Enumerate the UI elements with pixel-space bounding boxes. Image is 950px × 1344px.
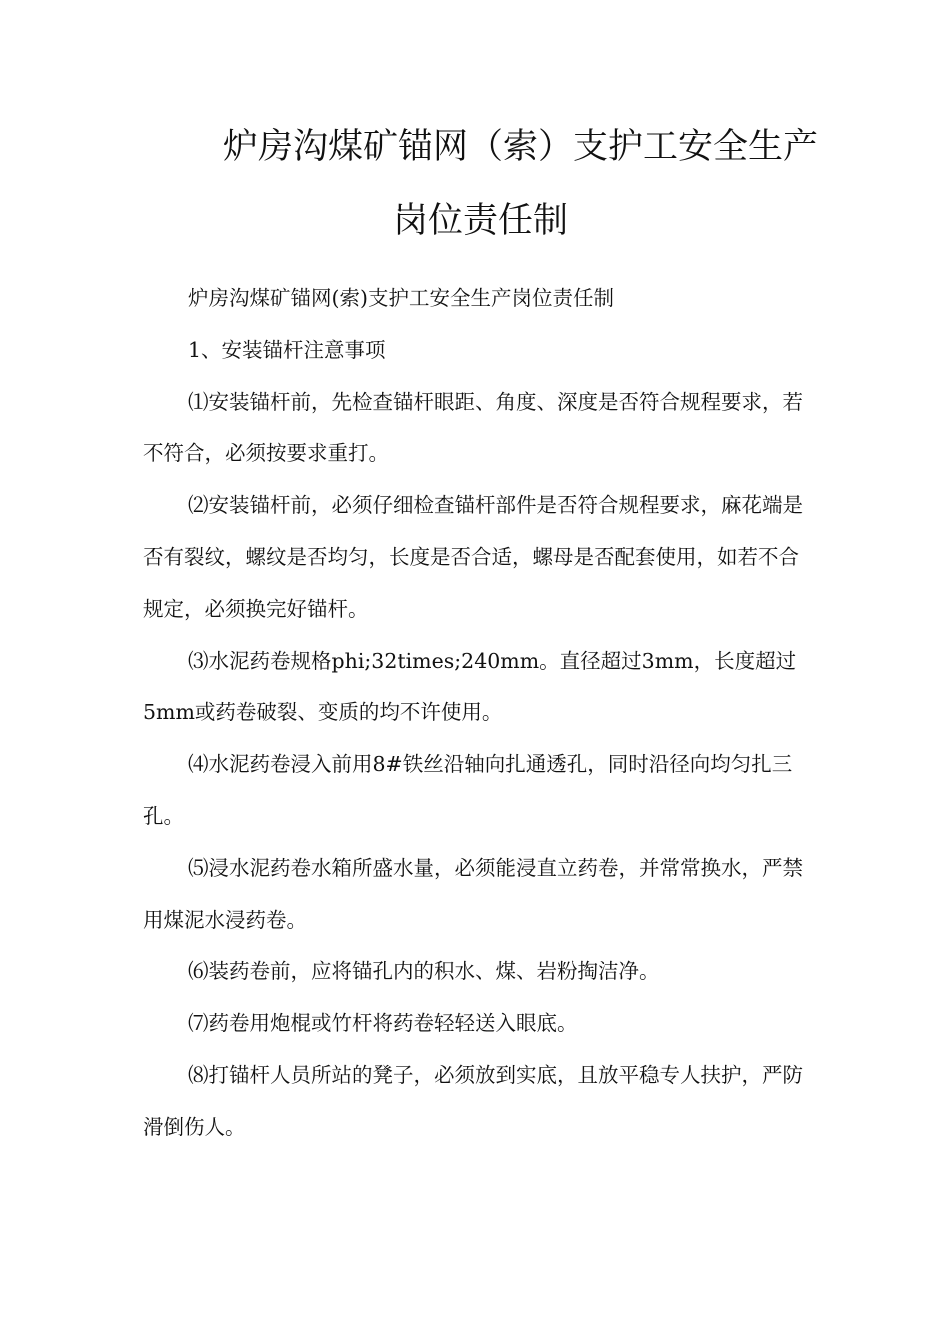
list-item: ⑷水泥药卷浸入前用8#铁丝沿轴向扎通透孔，同时沿径向均匀扎三孔。 [143,752,793,828]
list-item: ⑴安装锚杆前，先检查锚杆眼距、角度、深度是否符合规程要求，若不符合，必须按要求重打。 [143,389,803,466]
subtitle-paragraph: 炉房沟煤矿锚网(索)支护工安全生产岗位责任制 [188,286,614,310]
list-item: ⑸浸水泥药卷水箱所盛水量，必须能浸直立药卷，并常常换水，严禁用煤泥水浸药卷。 [143,855,803,932]
document-body [143,273,803,1154]
list-item: ⑹装药卷前，应将锚孔内的积水、煤、岩粉掏洁净。 [188,959,660,984]
document-title-line-2: 岗位责任制 [393,201,569,241]
list-item: ⑻打锚杆人员所站的凳子，必须放到实底，且放平稳专人扶护，严防滑倒伤人。 [143,1062,803,1139]
document-title-line-1: 炉房沟煤矿锚网（索）支护工安全生产 [223,127,819,167]
list-item: ⑺药卷用炮棍或竹杆将药卷轻轻送入眼底。 [188,1011,578,1036]
list-item: ⑵安装锚杆前，必须仔细检查锚杆部件是否符合规程要求，麻花端是否有裂纹，螺纹是否均匀，长度是否合适，螺母是否配套使用，如若不合规定，必须换完好锚杆。 [143,493,803,621]
section-heading: 1、安装锚杆注意事项 [188,337,386,362]
list-item: ⑶水泥药卷规格phi;32times;240mm。直径超过3mm，长度超过5mm或药卷破裂、变质的均不许使用。 [143,648,797,725]
